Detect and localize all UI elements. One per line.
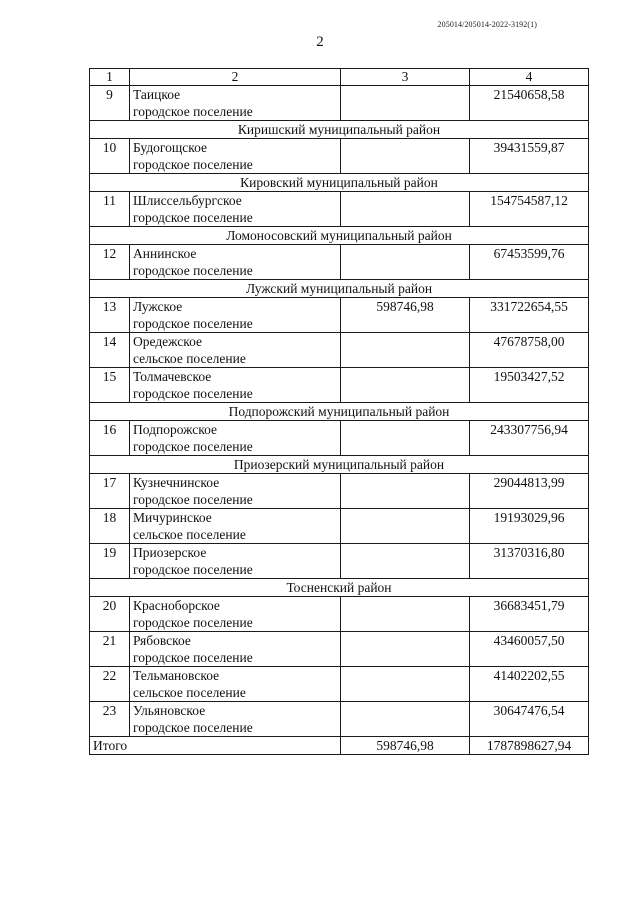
district-row <box>90 403 589 421</box>
settlement-type-line2: городское поселение <box>133 104 253 119</box>
settlement-type-line2: городское поселение <box>133 439 253 454</box>
settlement-name-line1: Таицкое <box>133 87 181 102</box>
settlement-name <box>130 192 341 227</box>
column4-value: 47678758,00 <box>470 333 589 368</box>
table-row <box>90 333 589 368</box>
settlement-name <box>130 333 341 368</box>
table-row <box>90 298 589 333</box>
row-number: 17 <box>90 474 130 509</box>
settlement-type-line2: городское поселение <box>133 386 253 401</box>
row-number: 22 <box>90 667 130 702</box>
district-row <box>90 227 589 245</box>
row-number: 11 <box>90 192 130 227</box>
column4-value: 154754587,12 <box>470 192 589 227</box>
settlement-type-line2: городское поселение <box>133 157 253 172</box>
column4-value: 29044813,99 <box>470 474 589 509</box>
settlement-type-line2: городское поселение <box>133 210 253 225</box>
column3-value <box>341 702 470 737</box>
settlement-name <box>130 509 341 544</box>
column4-value: 19503427,52 <box>470 368 589 403</box>
district-row <box>90 280 589 298</box>
column3-value <box>341 192 470 227</box>
total-column4-value: 1787898627,94 <box>470 737 589 755</box>
district-name: Приозерский муниципальный район <box>90 456 589 474</box>
row-number: 18 <box>90 509 130 544</box>
column3-value <box>341 597 470 632</box>
table-row <box>90 139 589 174</box>
settlement-type-line2: городское поселение <box>133 650 253 665</box>
row-number: 19 <box>90 544 130 579</box>
settlement-type-line2: городское поселение <box>133 720 253 735</box>
table-row <box>90 632 589 667</box>
settlement-name <box>130 544 341 579</box>
column3-value <box>341 139 470 174</box>
row-number: 13 <box>90 298 130 333</box>
table-body <box>90 69 589 755</box>
district-name: Тосненский район <box>90 579 589 597</box>
district-name: Киришский муниципальный район <box>90 121 589 139</box>
settlement-type-line2: городское поселение <box>133 562 253 577</box>
settlement-name-line1: Лужское <box>133 299 183 314</box>
settlement-name <box>130 421 341 456</box>
settlement-name-line1: Красноборское <box>133 598 220 613</box>
table-row <box>90 702 589 737</box>
column4-value: 43460057,50 <box>470 632 589 667</box>
total-row <box>90 737 589 755</box>
settlement-name <box>130 474 341 509</box>
settlement-type-line2: сельское поселение <box>133 685 246 700</box>
column4-value: 67453599,76 <box>470 245 589 280</box>
column4-value: 19193029,96 <box>470 509 589 544</box>
column-header: 2 <box>130 69 341 86</box>
column-header: 4 <box>470 69 589 86</box>
settlement-name <box>130 86 341 121</box>
column3-value <box>341 474 470 509</box>
settlement-name-line1: Подпорожское <box>133 422 217 437</box>
settlement-name-line1: Приозерское <box>133 545 207 560</box>
table-row <box>90 474 589 509</box>
column3-value <box>341 333 470 368</box>
settlement-name-line1: Рябовское <box>133 633 191 648</box>
district-name: Лужский муниципальный район <box>90 280 589 298</box>
column4-value: 31370316,80 <box>470 544 589 579</box>
table-row <box>90 368 589 403</box>
row-number: 12 <box>90 245 130 280</box>
settlement-type-line2: городское поселение <box>133 316 253 331</box>
column4-value: 41402202,55 <box>470 667 589 702</box>
settlement-name <box>130 139 341 174</box>
settlement-name-line1: Аннинское <box>133 246 197 261</box>
total-label: Итого <box>90 737 130 755</box>
total-spacer <box>130 737 341 755</box>
settlement-name <box>130 667 341 702</box>
settlement-type-line2: городское поселение <box>133 492 253 507</box>
settlement-type-line2: городское поселение <box>133 263 253 278</box>
settlement-name-line1: Толмачевское <box>133 369 212 384</box>
table-row <box>90 667 589 702</box>
settlement-name-line1: Ульяновское <box>133 703 206 718</box>
column4-value: 36683451,79 <box>470 597 589 632</box>
column-header: 1 <box>90 69 130 86</box>
column3-value: 598746,98 <box>341 298 470 333</box>
row-number: 10 <box>90 139 130 174</box>
table-row <box>90 597 589 632</box>
column4-value: 21540658,58 <box>470 86 589 121</box>
table-row <box>90 245 589 280</box>
row-number: 9 <box>90 86 130 121</box>
column3-value <box>341 368 470 403</box>
column3-value <box>341 86 470 121</box>
column4-value: 39431559,87 <box>470 139 589 174</box>
row-number: 20 <box>90 597 130 632</box>
column-header: 3 <box>341 69 470 86</box>
district-row <box>90 121 589 139</box>
column4-value: 243307756,94 <box>470 421 589 456</box>
settlement-name <box>130 597 341 632</box>
settlement-name <box>130 245 341 280</box>
row-number: 21 <box>90 632 130 667</box>
district-row <box>90 579 589 597</box>
column3-value <box>341 509 470 544</box>
settlement-name-line1: Оредежское <box>133 334 203 349</box>
table-header-row <box>90 69 589 86</box>
column3-value <box>341 632 470 667</box>
column4-value: 331722654,55 <box>470 298 589 333</box>
column3-value <box>341 667 470 702</box>
row-number: 16 <box>90 421 130 456</box>
district-name: Ломоносовский муниципальный район <box>90 227 589 245</box>
row-number: 23 <box>90 702 130 737</box>
column4-value: 30647476,54 <box>470 702 589 737</box>
settlement-type-line2: сельское поселение <box>133 351 246 366</box>
document-id: 205014/205014-2022-3192(1) <box>437 20 537 29</box>
column3-value <box>341 421 470 456</box>
table-row <box>90 509 589 544</box>
table-row <box>90 544 589 579</box>
column3-value <box>341 544 470 579</box>
table-row <box>90 192 589 227</box>
settlement-name <box>130 632 341 667</box>
settlement-name-line1: Тельмановское <box>133 668 220 683</box>
total-column3-value: 598746,98 <box>341 737 470 755</box>
row-number: 15 <box>90 368 130 403</box>
row-number: 14 <box>90 333 130 368</box>
settlement-name-line1: Шлиссельбургское <box>133 193 242 208</box>
settlement-name <box>130 298 341 333</box>
column3-value <box>341 245 470 280</box>
settlement-name-line1: Будогощское <box>133 140 208 155</box>
settlement-type-line2: сельское поселение <box>133 527 246 542</box>
settlement-name-line1: Кузнечнинское <box>133 475 220 490</box>
district-row <box>90 456 589 474</box>
district-row <box>90 174 589 192</box>
page-number: 2 <box>316 34 324 50</box>
table-row <box>90 86 589 121</box>
settlement-name-line1: Мичуринское <box>133 510 212 525</box>
allocation-table <box>89 68 589 755</box>
settlement-type-line2: городское поселение <box>133 615 253 630</box>
settlement-name <box>130 702 341 737</box>
district-name: Подпорожский муниципальный район <box>90 403 589 421</box>
table-row <box>90 421 589 456</box>
settlement-name <box>130 368 341 403</box>
district-name: Кировский муниципальный район <box>90 174 589 192</box>
